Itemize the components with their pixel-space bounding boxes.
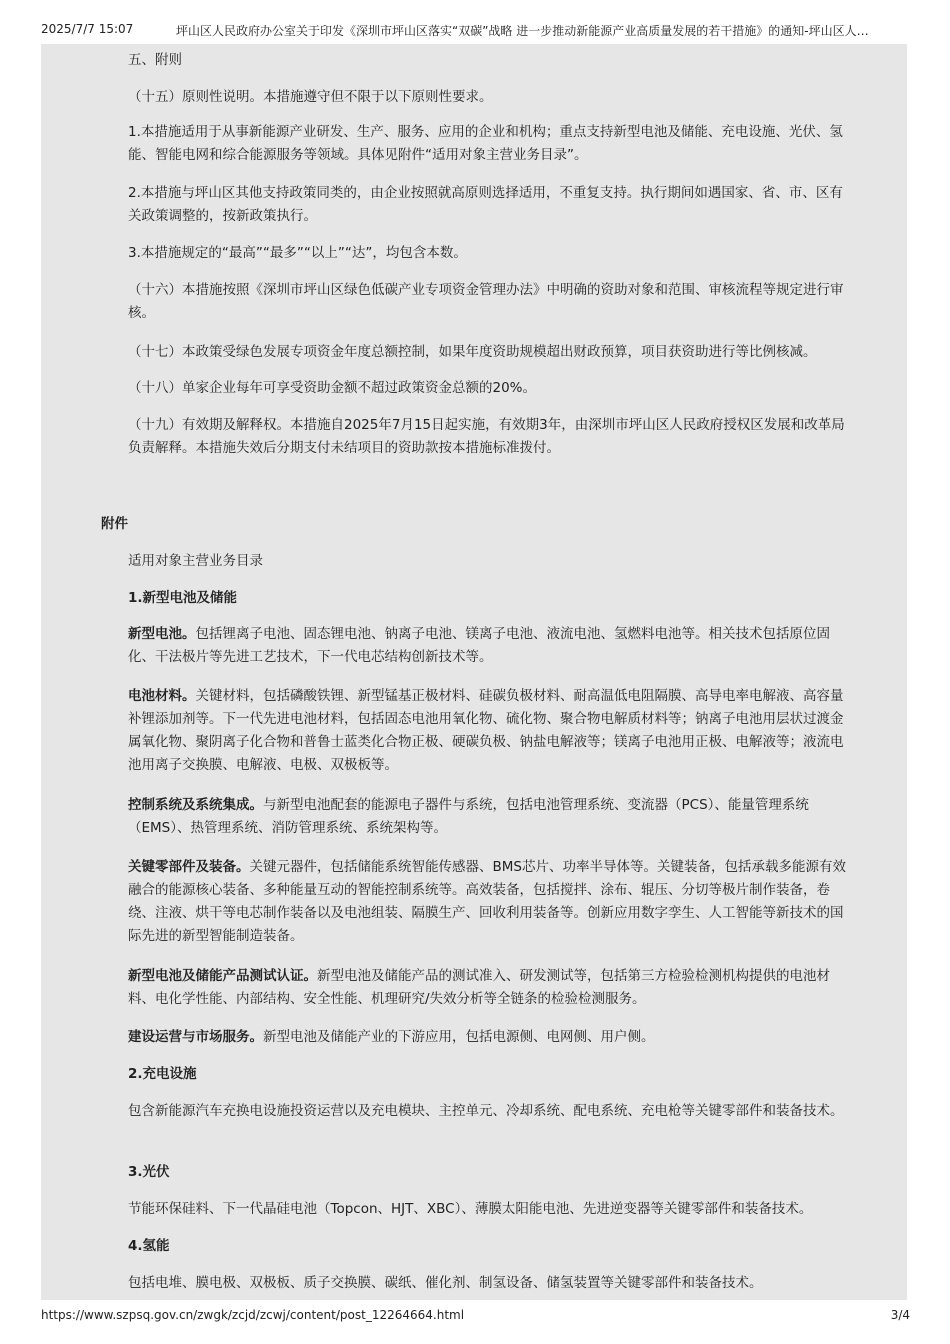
term-text: 与新型电池配套的能源电子器件与系统，包括电池管理系统、变流器（PCS）、能量管理系统（EMS）、热管理系统、消防管理系统、系统架构等。	[128, 797, 809, 836]
print-footer	[0, 1308, 950, 1328]
term-bold: 新型电池及储能产品测试认证。	[128, 968, 317, 984]
term-text: 包括锂离子电池、固态锂电池、钠离子电池、镁离子电池、液流电池、氢燃料电池等。相关技术包括原位固化、干法极片等先进工艺技术，下一代电芯结构创新技术等。	[128, 626, 830, 665]
term-bold: 新型电池。	[128, 626, 196, 642]
print-datetime: 2025/7/7 15:07	[41, 22, 134, 36]
paragraph	[128, 623, 852, 669]
paragraph: （十七）本政策受绿色发展专项资金年度总额控制，如果年度资助规模超出财政预算，项目获资助进行等比例核减。	[128, 344, 817, 360]
paragraph: （十六）本措施按照《深圳市坪山区绿色低碳产业专项资金管理办法》中明确的资助对象和范围、审核流程等规定进行审核。	[128, 282, 844, 321]
term-bold: 控制系统及系统集成。	[128, 797, 263, 813]
term-text: 新型电池及储能产业的下游应用，包括电源侧、电网侧、用户侧。	[263, 1029, 655, 1045]
term-bold: 电池材料。	[128, 688, 196, 704]
term-bold: 建设运营与市场服务。	[128, 1029, 263, 1045]
paragraph	[128, 856, 852, 948]
print-header	[0, 22, 950, 42]
paragraph: （十五）原则性说明。本措施遵守但不限于以下原则性要求。	[128, 89, 493, 105]
paragraph: 1.本措施适用于从事新能源产业研发、生产、服务、应用的企业和机构；重点支持新型电池及储能、充电设施、光伏、氢能、智能电网和综合能源服务等领域。具体见附件“适用对象主营业务目录”。	[128, 124, 843, 163]
paragraph: 节能环保硅料、下一代晶硅电池（Topcon、HJT、XBC）、薄膜太阳能电池、先进逆变器等关键零部件和装备技术。	[128, 1201, 813, 1217]
annex-label: 附件	[101, 516, 128, 532]
paragraph: 3.本措施规定的“最高”“最多”“以上”“达”，均包含本数。	[128, 245, 467, 261]
term-text: 关键材料，包括磷酸铁锂、新型锰基正极材料、硅碳负极材料、耐高温低电阻隔膜、高导电率电解液、高容量补锂添加剂等。下一代先进电池材料，包括固态电池用氧化物、硫化物、聚合物电解质材料等；钠离子电池用层状过渡金属氧化物、聚阴离子化合物和普鲁士蓝类化合物正极、硬碳负极、钠盐电解液等；镁离子电池用正极、电解液等；液流电池用离子交换膜、电解液、电极、双极板等。	[128, 688, 844, 773]
term-text: 关键元器件，包括储能系统智能传感器、BMS芯片、功率半导体等。关键装备，包括承载多能源有效融合的能源核心装备、多种能量互动的智能控制系统等。高效装备，包括搅拌、涂布、辊压、分切等极片制作装备，卷绕、注液、烘干等电芯制作装备以及电池组装、隔膜生产、回收利用装备等。创新应用数字孪生、人工智能等新技术的国际先进的新型智能制造装备。	[128, 859, 846, 944]
paragraph	[128, 794, 852, 840]
term-text: 新型电池及储能产品的测试准入、研发测试等，包括第三方检验检测机构提供的电池材料、电化学性能、内部结构、安全性能、机理研究/失效分析等全链条的检验检测服务。	[128, 968, 830, 1007]
paragraph: （十八）单家企业每年可享受资助金额不超过政策资金总额的20%。	[128, 380, 537, 396]
term-bold: 关键零部件及装备。	[128, 859, 250, 875]
print-page-title: 坪山区人民政府办公室关于印发《深圳市坪山区落实“双碳”战略 进一步推动新能源产业高质量发展的若干措施》的通知-坪山区人…	[176, 24, 869, 38]
content-panel	[41, 44, 907, 1300]
paragraph: 包括电堆、膜电极、双极板、质子交换膜、碳纸、催化剂、制氢设备、储氢装置等关键零部件和装备技术。	[128, 1275, 763, 1291]
paragraph: 包含新能源汽车充换电设施投资运营以及充电模块、主控单元、冷却系统、配电系统、充电枪等关键零部件和装备技术。	[128, 1103, 844, 1119]
paragraph	[128, 685, 852, 777]
paragraph: （十九）有效期及解释权。本措施自2025年7月15日起实施，有效期3年，由深圳市坪山区人民政府授权区发展和改革局负责解释。本措施失效后分期支付未结项目的资助款按本措施标准拨付。	[128, 417, 845, 456]
subsection-heading: 4.氢能	[128, 1238, 170, 1254]
page-url: https://www.szpsq.gov.cn/zwgk/zcjd/zcwj/content/post_12264664.html	[41, 1308, 465, 1322]
annex-title: 适用对象主营业务目录	[128, 553, 263, 569]
page-number: 3/4	[890, 1308, 910, 1322]
paragraph	[128, 1026, 852, 1049]
section-heading: 五、附则	[128, 52, 182, 68]
paragraph	[128, 965, 852, 1011]
subsection-heading: 3.光伏	[128, 1164, 170, 1180]
paragraph: 2.本措施与坪山区其他支持政策同类的，由企业按照就高原则选择适用，不重复支持。执行期间如遇国家、省、市、区有关政策调整的，按新政策执行。	[128, 185, 843, 224]
subsection-heading: 1.新型电池及储能	[128, 590, 238, 606]
subsection-heading: 2.充电设施	[128, 1066, 197, 1082]
